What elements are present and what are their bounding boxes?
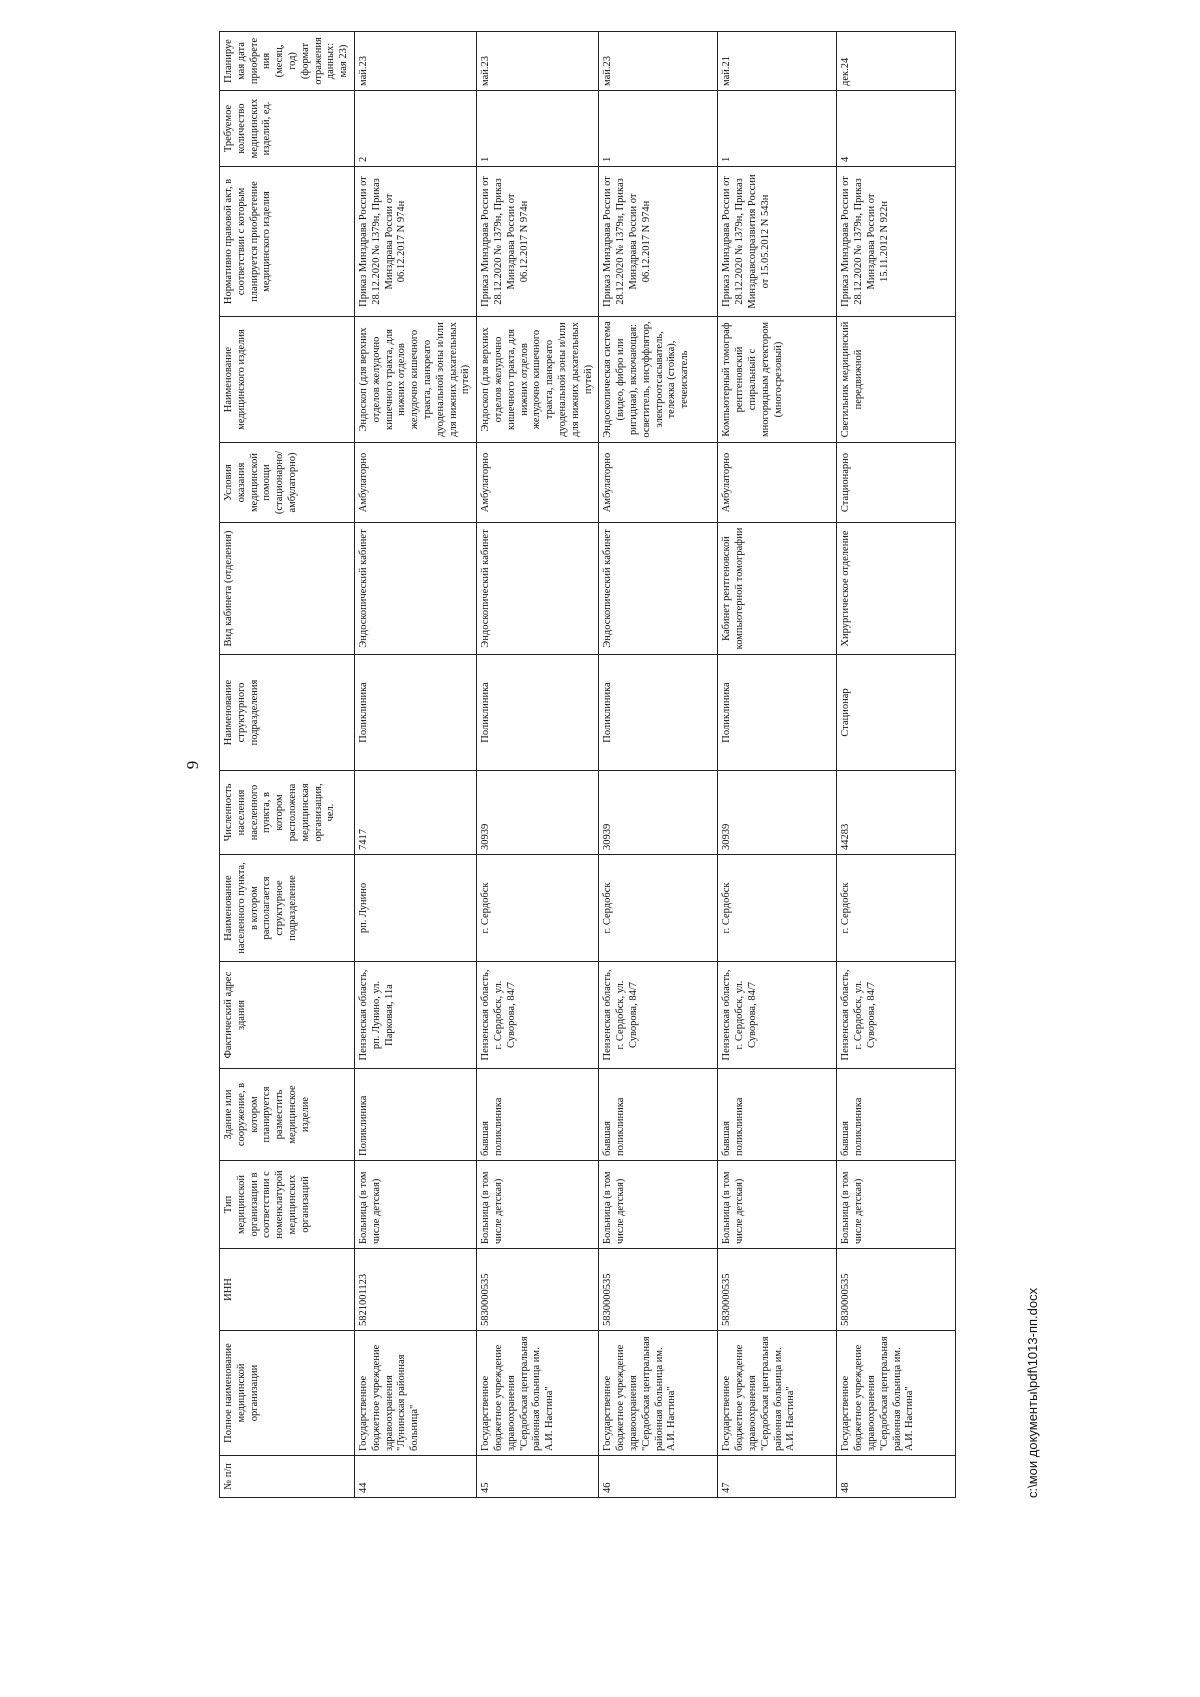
cell-address: Пензенская область, г. Сердобск, ул. Суворова, 84/7 [718, 962, 837, 1069]
cell-conditions: Амбулаторно [477, 443, 599, 523]
table-row [477, 32, 599, 1498]
cell-conditions: Амбулаторно [599, 443, 718, 523]
cell-quantity: 1 [718, 91, 837, 167]
cell-org-type: Больница (в том числе детская) [599, 1161, 718, 1249]
cell-device: Эндоскоп (для верхних отделов желудочно кишечного тракта, для нижних отделов желудочно кишечного тракта, панкреато дуоденальной зоны и/или для нижних дыхательных путей) [477, 317, 599, 443]
col-header-settlement: Наименование населенного пункта, в котором располагается структурное подразделение [220, 855, 355, 962]
col-header-population: Численность населения населенного пункта, в котором расположена медицинская организация, чел. [220, 771, 355, 855]
cell-building: Поликлиника [354, 1069, 476, 1161]
cell-quantity: 2 [354, 91, 476, 167]
cell-legal-act: Приказ Минздрава России от 28.12.2020 № 1379н, Приказ Минздрава России от 06.12.2017 N 974н [599, 167, 718, 317]
rotated-page-content [183, 32, 1043, 1498]
cell-cabinet: Эндоскопический кабинет [477, 523, 599, 655]
cell-conditions: Амбулаторно [354, 443, 476, 523]
col-header-device: Наименование медицинского изделия [220, 317, 355, 443]
cell-unit: Поликлиника [354, 655, 476, 771]
cell-inn: 5830000535 [477, 1249, 599, 1331]
cell-population: 30939 [599, 771, 718, 855]
table-row [718, 32, 837, 1498]
cell-address: Пензенская область, рп. Лунино, ул. Парковая, 11а [354, 962, 476, 1069]
col-header-conditions: Условия оказания медицинской помощи (стационарно/ амбулаторно) [220, 443, 355, 523]
cell-settlement: г. Сердобск [599, 855, 718, 962]
cell-conditions: Амбулаторно [718, 443, 837, 523]
cell-population: 44283 [837, 771, 956, 855]
col-header-org-type: Тип медицинской организации в соответствии с номенклатурой медицинских организаций [220, 1161, 355, 1249]
cell-population: 7417 [354, 771, 476, 855]
cell-num: 44 [354, 1456, 476, 1498]
col-header-legal-act: Нормативно правовой акт, в соответствии с которым планируется приобретение медицинского изделия [220, 167, 355, 317]
cell-date: май.21 [718, 32, 837, 91]
cell-org-type: Больница (в том числе детская) [837, 1161, 956, 1249]
table-row [354, 32, 476, 1498]
cell-cabinet: Кабинет рентгеновской компьютерной томографии [718, 523, 837, 655]
cell-org-name: Государственное бюджетное учреждение здравоохранения "Лунинская районная больница" [354, 1331, 476, 1456]
cell-device: Эндоскоп (для верхних отделов желудочно кишечного тракта, для нижних отделов желудочно кишечного тракта, панкреато дуоденальной зоны и/или для нижних дыхательных путей) [354, 317, 476, 443]
table-row [837, 32, 956, 1498]
cell-org-name: Государственное бюджетное учреждение здравоохранения "Сердобская центральная районная больница им. А.И. Настина" [599, 1331, 718, 1456]
cell-building: бывшая поликлиника [837, 1069, 956, 1161]
cell-device: Эндоскопическая система (видео, фибро или ригидная), включающая: осветитель, инсуффлятор, электроотсасыватель, тележка (стойка), течеискатель [599, 317, 718, 443]
cell-org-type: Больница (в том числе детская) [477, 1161, 599, 1249]
cell-settlement: рп. Лунино [354, 855, 476, 962]
cell-legal-act: Приказ Минздрава России от 28.12.2020 № 1379н, Приказ Минздрава России от 15.11.2012 N 922н [837, 167, 956, 317]
col-header-building: Здание или сооружение, в котором планируется разместить медицинское изделие [220, 1069, 355, 1161]
cell-conditions: Стационарно [837, 443, 956, 523]
table-header-row [220, 32, 355, 1498]
col-header-cabinet: Вид кабинета (отделения) [220, 523, 355, 655]
cell-unit: Поликлиника [718, 655, 837, 771]
col-header-inn: ИНН [220, 1249, 355, 1331]
cell-org-name: Государственное бюджетное учреждение здравоохранения "Сердобская центральная районная больница им. А.И. Настина" [477, 1331, 599, 1456]
cell-building: бывшая поликлиника [599, 1069, 718, 1161]
cell-address: Пензенская область, г. Сердобск, ул. Суворова, 84/7 [599, 962, 718, 1069]
cell-cabinet: Хирургическое отделение [837, 523, 956, 655]
col-header-unit: Наименование структурного подразделения [220, 655, 355, 771]
cell-population: 30939 [718, 771, 837, 855]
cell-inn: 5821001123 [354, 1249, 476, 1331]
col-header-address: Фактический адрес здания [220, 962, 355, 1069]
cell-org-type: Больница (в том числе детская) [354, 1161, 476, 1249]
cell-inn: 5830000535 [837, 1249, 956, 1331]
cell-date: май.23 [599, 32, 718, 91]
cell-settlement: г. Сердобск [837, 855, 956, 962]
cell-unit: Поликлиника [599, 655, 718, 771]
cell-cabinet: Эндоскопический кабинет [599, 523, 718, 655]
cell-population: 30939 [477, 771, 599, 855]
cell-building: бывшая поликлиника [477, 1069, 599, 1161]
cell-num: 47 [718, 1456, 837, 1498]
cell-cabinet: Эндоскопический кабинет [354, 523, 476, 655]
cell-num: 48 [837, 1456, 956, 1498]
footer-file-path: c:\мои документы\pdf\1013-пп.docx [1025, 1287, 1040, 1498]
cell-legal-act: Приказ Минздрава России от 28.12.2020 № 1379н, Приказ Минздравсоцразвития России от 15.05.2012 N 543н [718, 167, 837, 317]
cell-org-name: Государственное бюджетное учреждение здравоохранения "Сердобская центральная районная больница им. А.И. Настина" [718, 1331, 837, 1456]
col-header-num: № п/п [220, 1456, 355, 1498]
col-header-date: Планируемая дата приобретения (месяц, год) (формат отражения данных: мая 23) [220, 32, 355, 91]
cell-inn: 5830000535 [599, 1249, 718, 1331]
cell-address: Пензенская область, г. Сердобск, ул. Суворова, 84/7 [837, 962, 956, 1069]
page-number: 9 [183, 760, 202, 770]
cell-building: бывшая поликлиника [718, 1069, 837, 1161]
cell-num: 45 [477, 1456, 599, 1498]
cell-quantity: 4 [837, 91, 956, 167]
cell-legal-act: Приказ Минздрава России от 28.12.2020 № 1379н, Приказ Минздрава России от 06.12.2017 N 974н [354, 167, 476, 317]
cell-settlement: г. Сердобск [718, 855, 837, 962]
table-row [599, 32, 718, 1498]
cell-date: май.23 [477, 32, 599, 91]
cell-date: май.23 [354, 32, 476, 91]
cell-num: 46 [599, 1456, 718, 1498]
cell-org-type: Больница (в том числе детская) [718, 1161, 837, 1249]
cell-unit: Стационар [837, 655, 956, 771]
cell-settlement: г. Сердобск [477, 855, 599, 962]
cell-quantity: 1 [599, 91, 718, 167]
cell-unit: Поликлиника [477, 655, 599, 771]
col-header-quantity: Требуемое количество медицинских изделий, ед. [220, 91, 355, 167]
cell-inn: 5830000535 [718, 1249, 837, 1331]
cell-org-name: Государственное бюджетное учреждение здравоохранения "Сердобская центральная районная больница им. А.И. Настина" [837, 1331, 956, 1456]
medical-devices-table [219, 31, 956, 1498]
cell-quantity: 1 [477, 91, 599, 167]
cell-legal-act: Приказ Минздрава России от 28.12.2020 № 1379н, Приказ Минздрава России от 06.12.2017 N 974н [477, 167, 599, 317]
col-header-org-name: Полное наименование медицинской организации [220, 1331, 355, 1456]
cell-device: Светильник медицинский передвижной [837, 317, 956, 443]
cell-date: дек.24 [837, 32, 956, 91]
cell-device: Компьютерный томограф рентгеновский спиральный с многорядным детектором (многосрезовый) [718, 317, 837, 443]
cell-address: Пензенская область, г. Сердобск, ул. Суворова, 84/7 [477, 962, 599, 1069]
